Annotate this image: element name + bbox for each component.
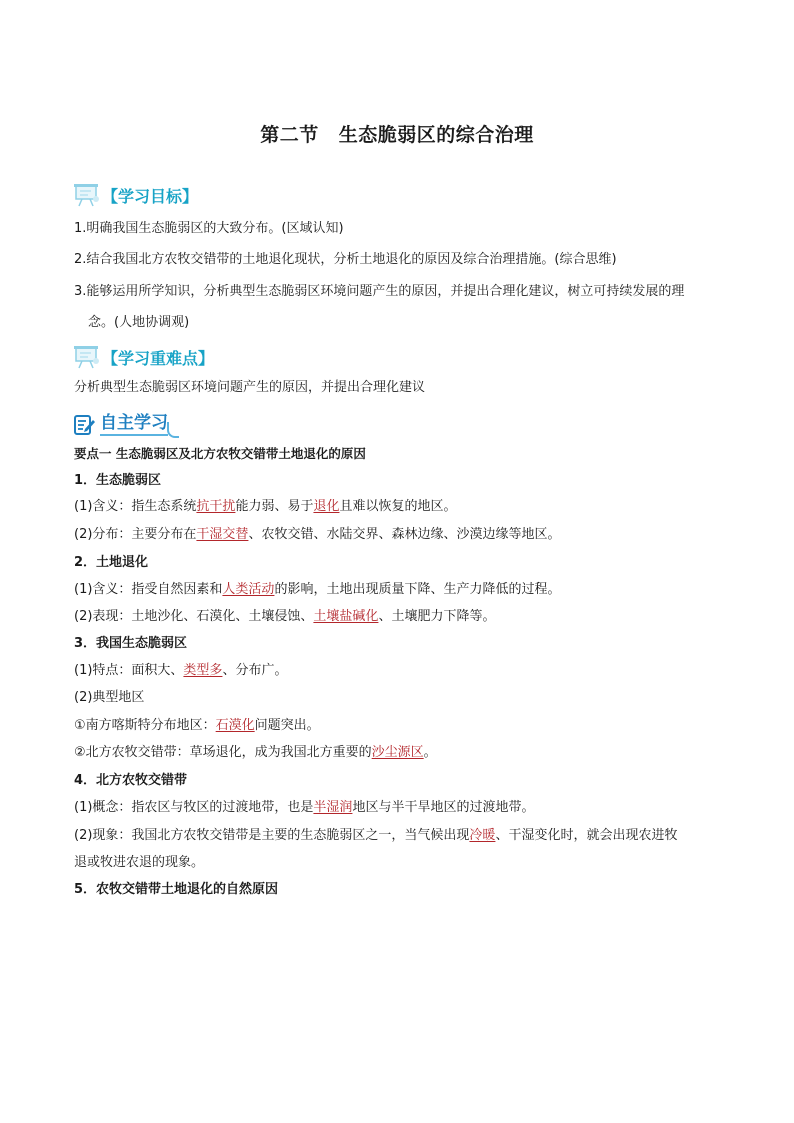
key-points-heading <box>74 344 214 370</box>
subsection-title: 3．我国生态脆弱区 <box>74 636 188 651</box>
objectives-heading-label: 【学习目标】 <box>102 186 199 206</box>
answer-blank: 退化 <box>313 499 340 514</box>
objective-item-continuation: 念。(人地协调观) <box>88 315 190 330</box>
answer-blank: 石漠化 <box>215 718 255 733</box>
text-run: (2)现象：我国北方农牧交错带是主要的生态脆弱区之一，当气候出现 <box>74 828 470 843</box>
answer-blank: 抗干扰 <box>196 499 236 514</box>
text-run: 能力弱、易于 <box>235 499 314 514</box>
self-study-heading-label: 自主学习 <box>100 412 168 436</box>
text-run: 。 <box>423 745 437 760</box>
content-line <box>74 580 724 600</box>
content-line <box>74 525 724 545</box>
text-run: ②北方农牧交错带：草场退化，成为我国北方重要的 <box>74 745 372 760</box>
answer-blank: 半湿润 <box>313 800 353 815</box>
text-run: (2)分布：主要分布在 <box>74 527 197 542</box>
presentation-board-icon <box>74 345 100 369</box>
key-points-text: 分析典型生态脆弱区环境问题产生的原因，并提出合理化建议 <box>74 380 426 395</box>
subsection-title: 2．土地退化 <box>74 555 149 570</box>
key-point-one-heading: 要点一 生态脆弱区及北方农牧交错带土地退化的原因 <box>74 446 366 461</box>
text-run: 地区与半干旱地区的过渡地带。 <box>352 800 535 815</box>
text-run: 且难以恢复的地区。 <box>339 499 457 514</box>
text-run: (1)含义：指受自然因素和 <box>74 582 223 597</box>
content-line: (2)典型地区 <box>74 690 145 705</box>
objective-item: 2.结合我国北方农牧交错带的土地退化现状，分析土地退化的原因及综合治理措施。(综合思维) <box>74 252 617 267</box>
text-run: 的影响，土地出现质量下降、生产力降低的过程。 <box>274 582 561 597</box>
page-title <box>0 120 794 147</box>
text-run: (2)表现：土地沙化、石漠化、土壤侵蚀、 <box>74 609 314 624</box>
text-run: 问题突出。 <box>254 718 320 733</box>
subsection-title: 4．北方农牧交错带 <box>74 773 188 788</box>
text-run: 、干湿变化时，就会出现农进牧 <box>495 828 678 843</box>
text-run: ①南方喀斯特分布地区： <box>74 718 216 733</box>
content-line <box>74 661 724 681</box>
objectives-heading <box>74 182 198 208</box>
objective-item: 3.能够运用所学知识，分析典型生态脆弱区环境问题产生的原因，并提出合理化建议，树立可持续发展的理 <box>74 284 685 299</box>
text-run: 、土壤肥力下降等。 <box>378 609 496 624</box>
subsection-title: 1．生态脆弱区 <box>74 473 162 488</box>
self-study-heading <box>74 410 179 436</box>
content-line <box>74 607 724 627</box>
text-run: 、农牧交错、水陆交界、森林边缘、沙漠边缘等地区。 <box>248 527 561 542</box>
presentation-board-icon <box>74 183 100 207</box>
notebook-pencil-icon <box>74 414 96 436</box>
text-run: 、分布广。 <box>222 663 288 678</box>
text-run: (1)概念：指农区与牧区的过渡地带，也是 <box>74 800 314 815</box>
text-run: (1)特点：面积大、 <box>74 663 184 678</box>
content-line <box>74 798 724 818</box>
title-text: 生态脆弱区的综合治理 <box>338 124 534 146</box>
answer-blank: 沙尘源区 <box>371 745 424 760</box>
content-line <box>74 716 724 736</box>
answer-blank: 土壤盐碱化 <box>313 609 379 624</box>
content-line <box>74 826 724 846</box>
answer-blank: 干湿交替 <box>196 527 249 542</box>
content-line <box>74 497 724 517</box>
content-line: 退或牧进农退的现象。 <box>74 855 205 870</box>
key-points-heading-label: 【学习重难点】 <box>102 348 215 368</box>
answer-blank: 冷暖 <box>469 828 496 843</box>
heading-underline-swoosh <box>167 422 179 438</box>
text-run: (1)含义：指生态系统 <box>74 499 197 514</box>
content-line <box>74 743 724 763</box>
answer-blank: 人类活动 <box>222 582 275 597</box>
objective-item: 1.明确我国生态脆弱区的大致分布。(区域认知) <box>74 221 344 236</box>
subsection-title: 5．农牧交错带土地退化的自然原因 <box>74 882 279 897</box>
answer-blank: 类型多 <box>183 663 223 678</box>
title-section-number: 第二节 <box>260 124 319 146</box>
